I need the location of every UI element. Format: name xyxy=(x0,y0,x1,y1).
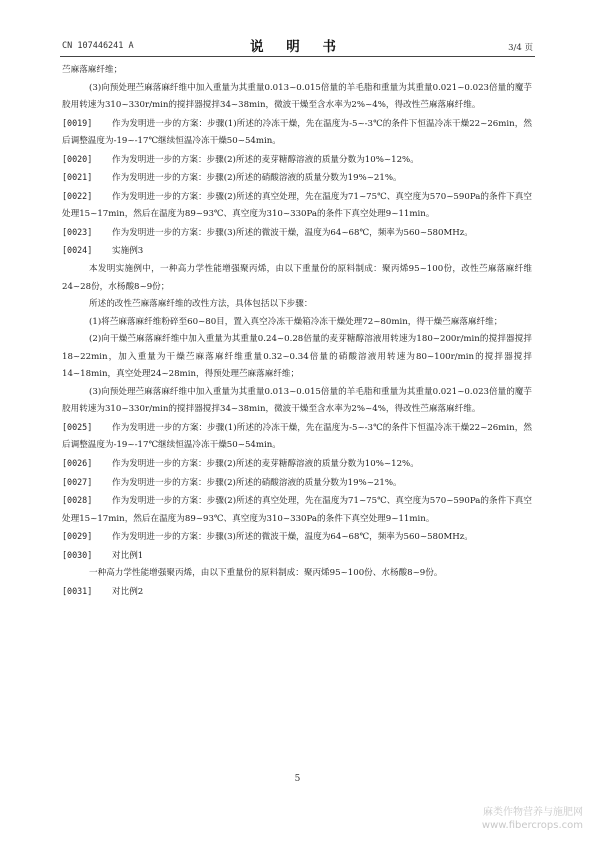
body-paragraph: (3)向预处理苎麻落麻纤维中加入重量为其重量0.013~0.015倍量的羊毛脂和重量为其重量0.021~0.023倍量的魔芋胶用转速为310~330r/min的搅拌器搅拌34~38min，微波干燥至含水率为2%~4%，得改性苎麻落麻纤维。 xyxy=(62,82,532,111)
numbered-paragraph-0021 xyxy=(62,169,532,188)
paragraph-text: 作为发明进一步的方案：步骤(3)所述的微波干燥，温度为64~68℃，频率为560~580MHz。 xyxy=(112,227,473,238)
numbered-paragraph-0025 xyxy=(62,419,532,455)
paragraph-number: [0030] xyxy=(62,549,93,560)
numbered-paragraph-0023 xyxy=(62,224,532,243)
numbered-paragraph-0030 xyxy=(62,547,532,566)
document-body xyxy=(62,62,532,601)
numbered-paragraph-0022 xyxy=(62,188,532,224)
numbered-paragraph-0028 xyxy=(62,492,532,528)
paragraph-text: 作为发明进一步的方案：步骤(2)所述的硝酸溶液的质量分数为19%~21%。 xyxy=(112,477,402,488)
numbered-paragraph-0026 xyxy=(62,455,532,474)
watermark-line-2: www.fibercrops.com xyxy=(481,820,583,831)
numbered-paragraph-0031 xyxy=(62,583,532,602)
numbered-paragraph-0020 xyxy=(62,151,532,170)
paragraph-number: [0023] xyxy=(62,226,93,237)
body-paragraph: (2)向干燥苎麻落麻纤维中加入重量为其重量0.24~0.28倍量的麦芽糖醇溶液用转速为180~200r/min的搅拌器搅拌18~22min，加入重量为干燥苎麻落麻纤维重量0.32~0.34倍量的硝酸溶液用转速为80~100r/min的搅拌器搅拌14~18min，真空处理24~28min，得预处理苎麻落麻纤维； xyxy=(62,334,532,380)
paragraph-text: 作为发明进一步的方案：步骤(1)所述的冷冻干燥，先在温度为-5~-3℃的条件下恒温冷冻干燥22~26min，然后调整温度为-19~-17℃继续恒温冷冻干燥50~54min。 xyxy=(62,422,532,451)
paragraph-number: [0019] xyxy=(62,117,93,128)
page-number: 5 xyxy=(294,774,301,784)
paragraph-number: [0024] xyxy=(62,245,93,256)
body-paragraph: 一种高力学性能增强聚丙烯，由以下重量份的原料制成：聚丙烯95~100份、水杨酸8~9份。 xyxy=(89,568,443,579)
paragraph-text: 作为发明进一步的方案：步骤(2)所述的真空处理，先在温度为71~75℃、真空度为570~590Pa的条件下真空处理15~17min，然后在温度为89~93℃、真空度为310~330Pa的条件下真空处理9~11min。 xyxy=(62,496,532,524)
paragraph-number: [0022] xyxy=(62,190,93,201)
numbered-paragraph-0027 xyxy=(62,474,532,493)
body-line: 苎麻落麻纤维； xyxy=(62,65,123,75)
paragraph-text: 作为发明进一步的方案：步骤(2)所述的硝酸溶液的质量分数为19%~21%。 xyxy=(112,173,402,184)
paragraph-text: 作为发明进一步的方案：步骤(2)所述的真空处理，先在温度为71~75℃、真空度为570~590Pa的条件下真空处理15~17min，然后在温度为89~93℃、真空度为310~330Pa的条件下真空处理9~11min。 xyxy=(62,191,532,220)
paragraph-number: [0021] xyxy=(62,172,93,183)
paragraph-number: [0025] xyxy=(62,421,93,432)
paragraph-number: [0031] xyxy=(62,585,93,596)
paragraph-number: [0027] xyxy=(62,476,93,487)
paragraph-number: [0028] xyxy=(62,495,93,506)
document-title: 说 明 书 xyxy=(250,39,345,55)
paragraph-text: 作为发明进一步的方案：步骤(2)所述的麦芽糖醇溶液的质量分数为10%~12%。 xyxy=(112,154,419,165)
numbered-paragraph-0029 xyxy=(62,528,532,547)
section-heading: 实施例3 xyxy=(112,246,144,257)
paragraph-text: 作为发明进一步的方案：步骤(2)所述的麦芽糖醇溶液的质量分数为10%~12%。 xyxy=(112,459,419,470)
body-paragraph: (3)向预处理苎麻落麻纤维中加入重量为其重量0.013~0.015倍量的羊毛脂和重量为其重量0.021~0.023倍量的魔芋胶用转速为310~330r/min的搅拌器搅拌34~38min，微波干燥至含水率为2%~4%，得改性苎麻落麻纤维。 xyxy=(62,386,532,415)
numbered-paragraph-0019 xyxy=(62,115,532,151)
body-paragraph: (1)将苎麻落麻纤维粉碎至60~80目，置入真空冷冻干燥箱冷冻干燥处理72~80min，得干燥苎麻落麻纤维； xyxy=(89,316,503,327)
watermark xyxy=(482,806,583,832)
watermark-line-1: 麻类作物营养与施肥网 xyxy=(483,807,583,818)
paragraph-text: 作为发明进一步的方案：步骤(1)所述的冷冻干燥，先在温度为-5~-3℃的条件下恒温冷冻干燥22~26min，然后调整温度为-19~-17℃继续恒温冷冻干燥50~54min。 xyxy=(62,118,532,147)
paragraph-number: [0026] xyxy=(62,458,93,469)
page-info: 3/4 页 xyxy=(508,43,533,53)
paragraph-number: [0020] xyxy=(62,153,93,164)
section-heading: 对比例1 xyxy=(112,550,144,561)
section-heading: 对比例2 xyxy=(112,586,144,597)
numbered-paragraph-0024 xyxy=(62,242,532,261)
body-paragraph: 本发明实施例中，一种高力学性能增强聚丙烯，由以下重量份的原料制成：聚丙烯95~100份，改性苎麻落麻纤维24~28份，水杨酸8~9份； xyxy=(62,264,532,292)
header-rule xyxy=(60,56,535,57)
body-paragraph: 所述的改性苎麻落麻纤维的改性方法，具体包括以下步骤： xyxy=(89,299,313,310)
paragraph-text: 作为发明进一步的方案：步骤(3)所述的微波干燥，温度为64~68℃，频率为560~580MHz。 xyxy=(112,532,473,543)
paragraph-number: [0029] xyxy=(62,531,93,542)
patent-number: CN 107446241 A xyxy=(62,41,134,51)
